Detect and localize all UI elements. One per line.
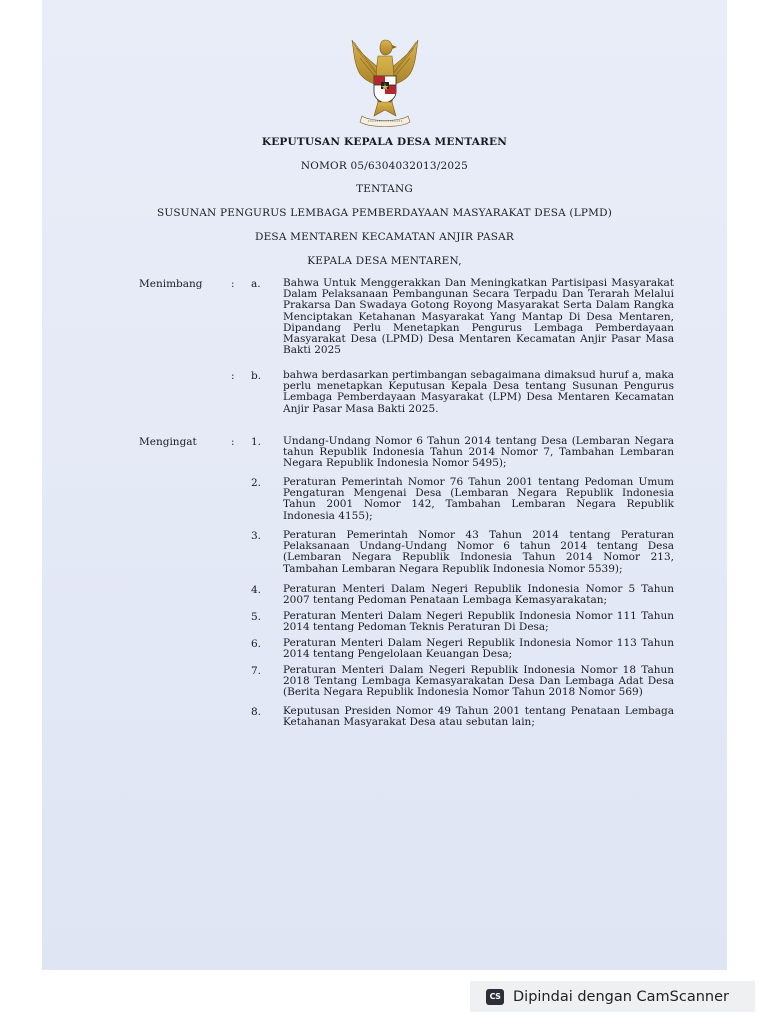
camscanner-logo-icon: CS — [486, 989, 504, 1005]
mengingat-marker-6: 6. — [251, 638, 262, 650]
menimbang-label: Menimbang — [139, 278, 203, 290]
mengingat-marker-7: 7. — [251, 665, 262, 677]
menimbang-colon-b: : — [231, 370, 235, 382]
mengingat-item-1: Undang-Undang Nomor 6 Tahun 2014 tentang Desa (Lembaran Negara tahun Republik Indonesia Tahun 2014 Nomor 7, Tambahan Lembaran Negara Republik Indonesia Nomor 5495); — [283, 435, 674, 470]
document-title: KEPUTUSAN KEPALA DESA MENTAREN — [261, 136, 508, 148]
menimbang-item-b: bahwa berdasarkan pertimbangan sebagaimana dimaksud huruf a, maka perlu menetapkan Keputusan Kepala Desa tentang Susunan Pengurus Lembaga Pemberdayaan Masyarakat (LPM) Desa Mentaren Kecamatan Anjir Pasar Masa Bakti 2025. — [283, 369, 674, 415]
mengingat-marker-3: 3. — [251, 530, 262, 542]
mengingat-marker-2: 2. — [251, 477, 262, 489]
document-subject: SUSUNAN PENGURUS LEMBAGA PEMBERDAYAAN MASYARAKAT DESA (LPMD) — [156, 207, 613, 219]
mengingat-marker-5: 5. — [251, 611, 262, 623]
mengingat-item-7: Peraturan Menteri Dalam Negeri Republik Indonesia Nomor 18 Tahun 2018 Tentang Lembaga Kemasyarakatan Desa Dan Lembaga Adat Desa (Berita Negara Republik Indonesia Nomor Tahun 2018 Nomor 569) — [283, 664, 674, 699]
mengingat-marker-1: 1. — [251, 436, 262, 448]
garuda-emblem-icon — [348, 30, 422, 130]
mengingat-label: Mengingat — [139, 436, 197, 448]
mengingat-item-8: Keputusan Presiden Nomor 49 Tahun 2001 tentang Penataan Lembaga Ketahanan Masyarakat Desa atau sebutan lain; — [283, 705, 674, 729]
mengingat-item-4: Peraturan Menteri Dalam Negeri Republik Indonesia Nomor 5 Tahun 2007 tentang Pedoman Penataan Lembaga Kemasyarakatan; — [283, 583, 674, 607]
mengingat-marker-8: 8. — [251, 706, 262, 718]
document-official: KEPALA DESA MENTAREN, — [307, 255, 462, 267]
camscanner-watermark — [470, 981, 755, 1012]
mengingat-item-3: Peraturan Pemerintah Nomor 43 Tahun 2014 tentang Peraturan Pelaksanaan Undang-Undang Nomor 6 tahun 2014 tentang Desa (Lembaran Negara Republik Indonesia Tahun 2014 Nomor 213, Tambahan Lembaran Negara Republik Indonesia Nomor 5539); — [283, 529, 674, 575]
mengingat-item-2: Peraturan Pemerintah Nomor 76 Tahun 2001 tentang Pedoman Umum Pengaturan Mengenai Desa (Lembaran Negara Republik Indonesia Tahun 2001 Nomor 142, Tambahan Lembaran Negara Republik Indonesia 4155); — [283, 476, 674, 522]
mengingat-marker-4: 4. — [251, 584, 262, 596]
menimbang-item-a: Bahwa Untuk Menggerakkan Dan Meningkatkan Partisipasi Masyarakat Dalam Pelaksanaan Pembangunan Secara Terpadu Dan Terarah Melalui Prakarsa Dan Swadaya Gotong Royong Masyarakat Serta Dalam Rangka Menciptakan Ketahanan Masyarakat Yang Mantap Di Desa Mentaren, Dipandang Perlu Menetapkan Pengurus Lembaga Pemberdayaan Masyarakat Desa (LPMD) Desa Mentaren Kecamatan Anjir Pasar Masa Bakti 2025 — [283, 277, 674, 357]
mengingat-colon: : — [231, 436, 235, 448]
document-location: DESA MENTAREN KECAMATAN ANJIR PASAR — [254, 231, 515, 243]
menimbang-marker-a: a. — [251, 278, 261, 290]
camscanner-label: Dipindai dengan CamScanner — [513, 988, 730, 1005]
document-number: NOMOR 05/6304032013/2025 — [300, 160, 469, 172]
document-tentang: TENTANG — [356, 183, 413, 195]
menimbang-marker-b: b. — [251, 370, 262, 382]
mengingat-item-6: Peraturan Menteri Dalam Negeri Republik Indonesia Nomor 113 Tahun 2014 tentang Pengelolaan Keuangan Desa; — [283, 637, 674, 661]
mengingat-item-5: Peraturan Menteri Dalam Negeri Republik Indonesia Nomor 111 Tahun 2014 tentang Pedoman Teknis Peraturan Di Desa; — [283, 610, 674, 634]
menimbang-colon: : — [231, 278, 235, 290]
